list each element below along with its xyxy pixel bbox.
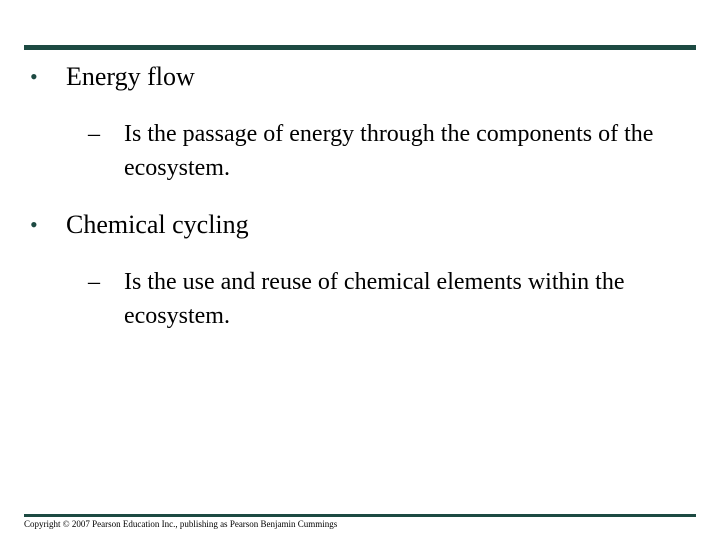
subpoint-text-energy-flow: Is the passage of energy through the components of the ecosystem. xyxy=(124,121,654,181)
subpoint-text-chemical-cycling: Is the use and reuse of chemical elements within the ecosystem. xyxy=(124,269,625,329)
dash-marker: – xyxy=(88,269,100,295)
subpoint-chemical-cycling xyxy=(88,265,688,333)
bullet-heading-chemical-cycling: Chemical cycling xyxy=(66,210,249,239)
bullet-chemical-cycling xyxy=(30,210,249,240)
bullet-marker: • xyxy=(30,64,38,89)
bullet-energy-flow xyxy=(30,62,195,92)
bottom-divider xyxy=(24,514,696,517)
copyright-footer: Copyright © 2007 Pearson Education Inc., publishing as Pearson Benjamin Cummings xyxy=(24,519,338,529)
subpoint-energy-flow xyxy=(88,117,688,185)
top-divider xyxy=(24,45,696,50)
dash-marker: – xyxy=(88,121,100,147)
bullet-marker: • xyxy=(30,212,38,237)
bullet-heading-energy-flow: Energy flow xyxy=(66,62,195,91)
